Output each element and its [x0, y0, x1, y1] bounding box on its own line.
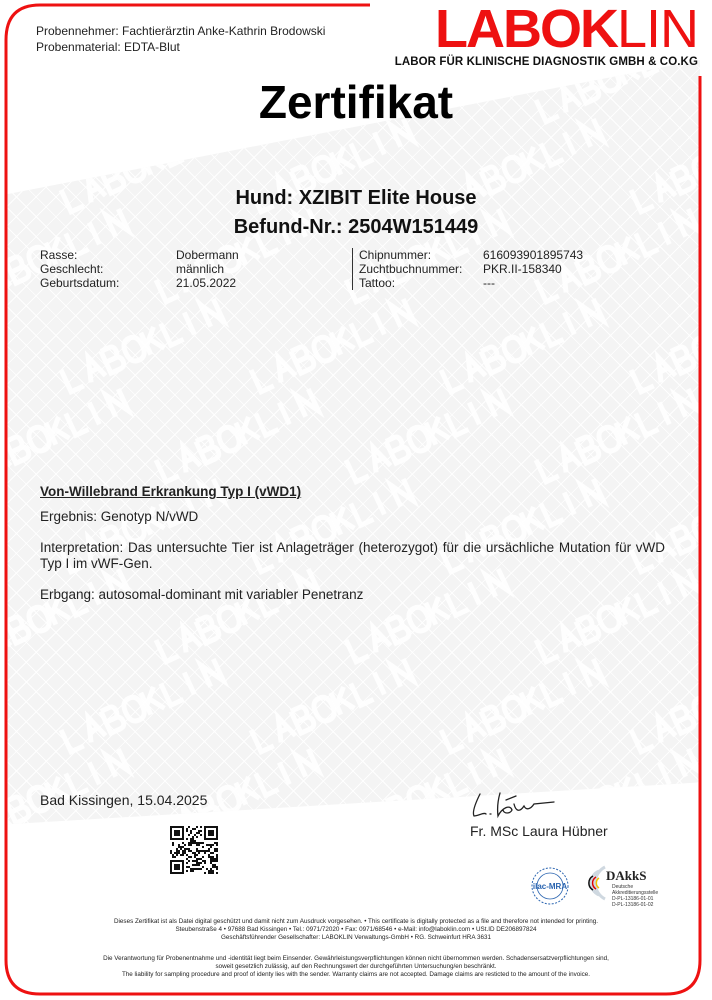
sample-taker: Probennehmer: Fachtierärztin Anke-Kathrin Brodowski [36, 24, 326, 38]
watermark-mark [346, 389, 508, 482]
footer-line: Geschäftsführender Gesellschafter: LABOKLIN Verwaltungs-GmbH • RG. Schweinfurt HRA 3631 [221, 934, 491, 941]
info-row-sex [40, 262, 239, 276]
signer-name: Fr. MSc Laura Hübner [470, 823, 608, 839]
test-result-section [40, 484, 665, 618]
dakks-details [612, 884, 658, 908]
footer-liability [0, 955, 712, 979]
watermark-mark [251, 839, 413, 900]
footer-line: soweit gesetzlich zulässig, auf den Rechnungswert der durchgeführten Untersuchung/en beschränkt. [215, 963, 497, 970]
info-label: Geburtsdatum: [40, 276, 120, 290]
dakks-line: Deutsche [612, 884, 634, 890]
sample-material: Probenmaterial: EDTA-Blut [36, 40, 180, 54]
logo-word-bold: LABOK [434, 0, 617, 59]
ilac-mra-logo [528, 866, 572, 911]
info-row-studbook [359, 262, 583, 276]
signature-image [470, 790, 560, 827]
footer-legal-info [0, 918, 712, 942]
info-label: Zuchtbuchnummer: [359, 262, 463, 276]
dakks-line: D-PL-13186-01-02 [612, 902, 654, 908]
test-interpretation: Interpretation: Das untersuchte Tier ist Anlageträger (heterozygot) für die ursächliche Mutation für vWD Typ I im vWF-Gen. [40, 540, 665, 571]
dog-info-right [352, 248, 583, 290]
info-row-tattoo [359, 276, 583, 290]
info-value: 616093901895743 [483, 248, 584, 262]
laboklin-logo [395, 2, 698, 68]
dog-name: Hund: XZIBIT Elite House [235, 187, 477, 209]
info-label: Chipnummer: [359, 248, 432, 262]
logo-word-thin: LIN [616, 0, 698, 59]
certificate-title: Zertifikat [258, 76, 454, 128]
info-label: Tattoo: [359, 276, 396, 290]
dakks-line: D-PL-13186-01-01 [612, 896, 654, 902]
info-row-breed [40, 248, 239, 262]
dakks-label: DAkkS [606, 868, 647, 883]
watermark-mark [441, 299, 603, 392]
dog-header [0, 184, 712, 242]
info-value: PKR.II-158340 [483, 262, 562, 276]
watermark-mark [6, 389, 128, 482]
watermark-mark [536, 389, 698, 482]
watermark-mark [156, 389, 318, 482]
info-label: Geschlecht: [40, 262, 104, 276]
dog-info-left [40, 248, 239, 290]
watermark-mark [441, 659, 603, 752]
footer-line: Die Verantwortung für Probenentnahme und -identität liegt beim Einsender. Gewährleistungsverpflichtungen können nicht übernommen werden. Schadensersatzverpflichtungen sind, [103, 955, 609, 962]
logo-subtitle: LABOR FÜR KLINISCHE DIAGNOSTIK GMBH & CO.KG [394, 56, 698, 68]
watermark-mark [61, 299, 223, 392]
info-value: 21.05.2022 [176, 276, 237, 290]
info-label: Rasse: [40, 248, 78, 262]
watermark-mark [631, 659, 700, 752]
footer-line: The liability for sampling procedure and proof of identy lies with the sender. Warranty claims are not accepted. Damage claims are resticted to the amount of the invoice. [121, 971, 591, 978]
footer-line: Steubenstraße 4 • 97688 Bad Kissingen • Tel.: 0971/72020 • Fax: 0971/68546 • e-Mail: info@laboklin.com • USt.ID DE206897824 [175, 926, 537, 933]
info-value: Dobermann [176, 248, 239, 262]
logo-wordmark [395, 0, 698, 59]
report-number: Befund-Nr.: 2504W151449 [233, 216, 479, 238]
watermark-mark [251, 659, 413, 752]
qr-code[interactable] [170, 826, 218, 874]
test-result: Ergebnis: Genotyp N/vWD [40, 509, 199, 524]
ilac-text: ilac-MRA [532, 882, 568, 891]
sender-block [36, 23, 325, 55]
watermark-mark [631, 299, 700, 392]
test-inheritance: Erbgang: autosomal-dominant mit variabler Penetranz [40, 587, 364, 602]
test-heading: Von-Willebrand Erkrankung Typ I (vWD1) [40, 484, 302, 499]
watermark-mark [61, 659, 223, 752]
footer-line: Dieses Zertifikat ist als Datei digital geschützt und damit nicht zum Ausdruck vorgesehen. • This certificate is digitally protected as a file and therefore not intended for printing. [113, 918, 599, 925]
place-date: Bad Kissingen, 15.04.2025 [40, 792, 208, 808]
info-row-birthdate [40, 276, 239, 290]
info-row-chip [359, 248, 583, 262]
watermark-mark [251, 299, 413, 392]
info-value: --- [483, 276, 495, 290]
dakks-line: Akkreditierungsstelle [612, 890, 659, 896]
info-value: männlich [176, 262, 225, 276]
